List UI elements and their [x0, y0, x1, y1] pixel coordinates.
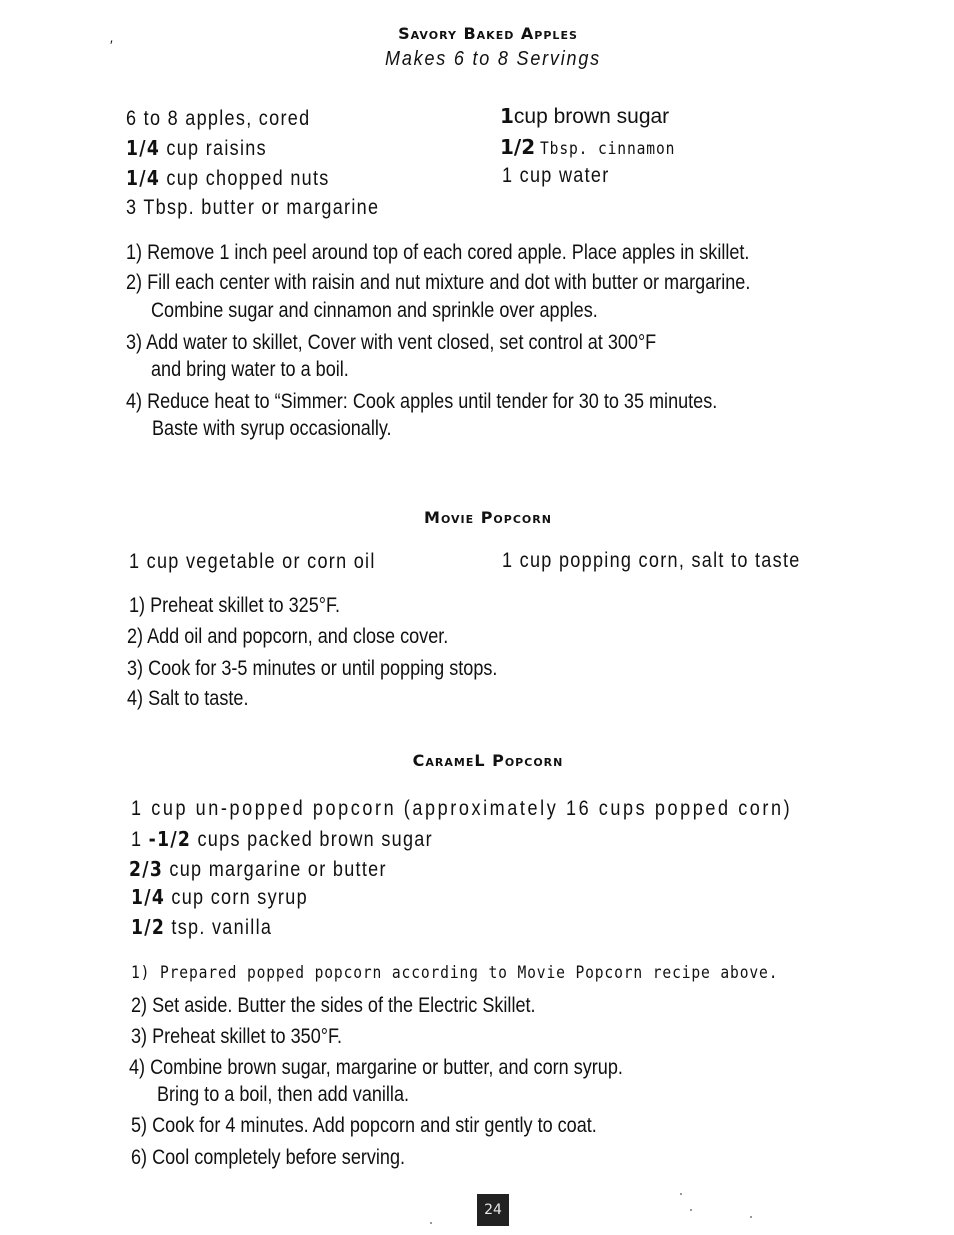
step-continuation: Baste with syrup occasionally. [152, 417, 392, 440]
step-continuation: Bring to a boil, then add vanilla. [157, 1083, 410, 1106]
step-line: 4) Reduce heat to “Simmer: Cook apples until tender for 30 to 35 minutes. [126, 390, 718, 413]
scan-speck [680, 1193, 682, 1195]
ingredient-text: 1 cup un-popped popcorn (approximately 16 cups popped corn) [131, 797, 793, 820]
step-line: 1) Preheat skillet to 325°F. [129, 594, 341, 617]
movie-title: Movie Popcorn [424, 508, 552, 527]
ingredient-text: cup corn syrup [165, 886, 308, 909]
ingredient-line [131, 797, 792, 821]
ingredient-text: cups packed brown sugar [191, 828, 433, 851]
ingredient-line: 1 cup popping corn, salt to taste [502, 549, 801, 572]
step-line: 1) Prepared popped popcorn according to Movie Popcorn recipe above. [131, 963, 779, 983]
savory-title: Savory Baked Apples [398, 24, 578, 43]
step-line: 2) Add oil and popcorn, and close cover. [127, 625, 449, 648]
scan-speck [430, 1222, 432, 1224]
ingredient-qty: 1 [500, 104, 514, 128]
stray-mark: ′ [110, 37, 113, 53]
ingredient-text: cup brown sugar [513, 105, 670, 128]
ingredient-prefix: 1 [131, 828, 149, 851]
ingredient-line [126, 166, 330, 191]
ingredient-text: cup margarine or butter [163, 858, 387, 881]
caramel-title: CarameL Popcorn [412, 751, 564, 770]
ingredient-qty: 1/2 [131, 915, 166, 939]
ingredient-text: cup raisins [160, 137, 267, 160]
ingredient-line [126, 136, 267, 161]
step-line: 4) Salt to taste. [127, 687, 249, 710]
ingredient-qty: 1/4 [126, 136, 161, 160]
ingredient-line [129, 857, 387, 882]
step-line: 5) Cook for 4 minutes. Add popcorn and stir gently to coat. [131, 1114, 597, 1137]
ingredient-line [126, 196, 379, 220]
ingredient-qty: -1/2 [148, 827, 192, 851]
ingredient-text: tsp. vanilla [165, 916, 273, 939]
ingredient-text: 6 to 8 apples, cored [126, 107, 311, 130]
ingredient-text: 1 cup water [502, 164, 610, 187]
ingredient-qty: 1/4 [126, 166, 161, 190]
step-line: 3) Preheat skillet to 350°F. [131, 1025, 343, 1048]
page-number: 24 [477, 1194, 509, 1226]
ingredient-line [500, 135, 697, 159]
ingredient-line [502, 164, 610, 188]
step-line: 3) Cook for 3-5 minutes or until popping stops. [127, 657, 498, 680]
ingredient-text: 3 Tbsp. butter or margarine [126, 196, 380, 219]
ingredient-line [500, 104, 669, 129]
ingredient-qty: 1/2 [500, 135, 536, 159]
step-line: 3) Add water to skillet, Cover with vent closed, set control at 300°F [126, 331, 657, 354]
step-line: 2) Fill each center with raisin and nut mixture and dot with butter or margarine. [126, 271, 751, 294]
ingredient-line [131, 827, 433, 852]
ingredient-line [131, 885, 308, 910]
step-line: 4) Combine brown sugar, margarine or butter, and corn syrup. [129, 1056, 623, 1079]
ingredient-qty: 1/4 [131, 885, 166, 909]
scan-speck [690, 1209, 692, 1211]
savory-subtitle: Makes 6 to 8 Servings [385, 48, 601, 70]
step-continuation: Combine sugar and cinnamon and sprinkle over apples. [151, 299, 598, 322]
ingredient-text: cup chopped nuts [160, 167, 330, 190]
step-continuation: and bring water to a boil. [151, 358, 349, 381]
ingredient-line [131, 915, 272, 940]
ingredient-qty: 2/3 [129, 857, 164, 881]
ingredient-line [126, 107, 310, 131]
ingredient-line: 1 cup vegetable or corn oil [129, 550, 376, 573]
step-line: 2) Set aside. Butter the sides of the Electric Skillet. [131, 994, 536, 1017]
scan-speck [750, 1216, 752, 1218]
ingredient-text: Tbsp. cinnamon [539, 139, 675, 159]
step-line: 6) Cool completely before serving. [131, 1146, 406, 1169]
step-line: 1) Remove 1 inch peel around top of each cored apple. Place apples in skillet. [126, 241, 750, 264]
